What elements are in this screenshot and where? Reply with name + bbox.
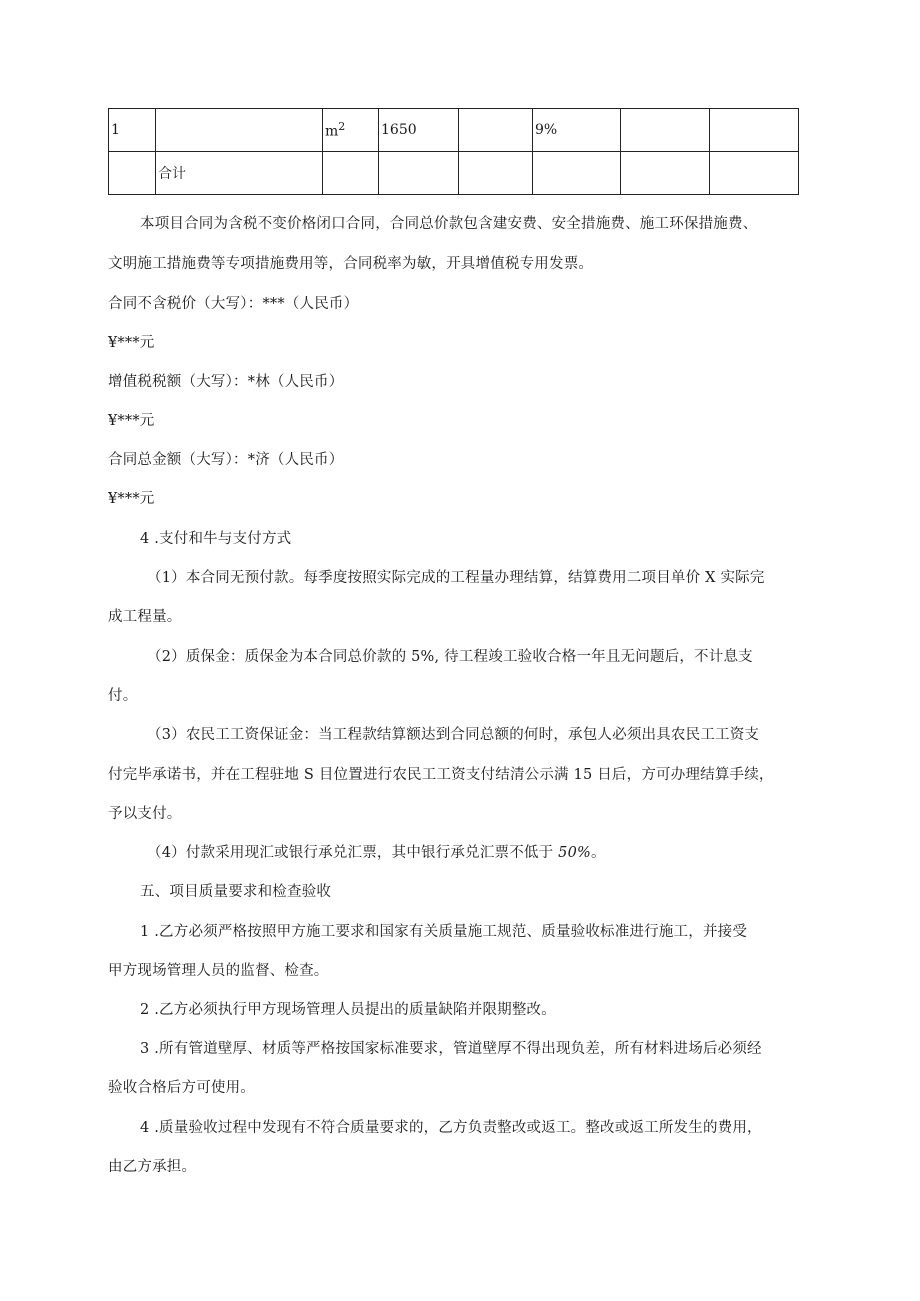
cell-empty	[459, 152, 533, 195]
price-excl-tax-number: ¥***元	[108, 335, 155, 351]
vat-amount: 增值税税额（大写）：*林（人民币）	[108, 374, 344, 390]
table-row	[109, 152, 799, 195]
cell-qty	[379, 152, 459, 195]
paragraph-line: 由乙方承担。	[108, 1159, 197, 1175]
paragraph-line: （3）农民工工资保证金：当工程款结算额达到合同总额的何时，承包人必须出具农民工工资支	[147, 727, 760, 743]
paragraph-line: 4 .质量验收过程中发现有不符合质量要求的，乙方负责整改或返工。整改或返工所发生的费用，	[140, 1120, 762, 1136]
paragraph-line: （1）本合同无预付款。每季度按照实际完成的工程量办理结算，结算费用二项目单价 X 实际完	[147, 570, 765, 586]
paragraph-line: 1 .乙方必须严格按照甲方施工要求和国家有关质量施工规范、质量验收标准进行施工，并接受	[140, 924, 748, 940]
paragraph-line: 予以支付。	[108, 806, 182, 822]
cell-no	[109, 152, 156, 195]
price-table	[108, 108, 799, 195]
cell-empty	[710, 109, 799, 152]
percentage-value: 50%	[558, 845, 591, 861]
total-amount: 合同总金额（大写）：*济（人民币）	[108, 452, 344, 468]
cell-empty	[459, 109, 533, 152]
paragraph-line: 文明施工措施费等专项措施费用等，合同税率为敏，开具增值税专用发票。	[108, 256, 594, 272]
section-heading: 4 .支付和牛与支付方式	[140, 531, 292, 547]
cell-rate	[533, 152, 621, 195]
cell-name	[156, 109, 323, 152]
cell-qty: 1650	[379, 109, 459, 152]
paragraph-line: （2）质保金：质保金为本合同总价款的 5%, 待工程竣工验收合格一年且无问题后，不计息支	[147, 649, 753, 665]
unit-base: m	[325, 123, 339, 140]
total-amount-number: ¥***元	[108, 491, 155, 507]
paragraph-line: 甲方现场管理人员的监督、检查。	[108, 963, 329, 979]
paragraph-line: 3 .所有管道壁厚、材质等严格按国家标准要求，管道壁厚不得出现负差，所有材料进场后必须经	[140, 1041, 762, 1057]
paragraph-line: 验收合格后方可使用。	[108, 1080, 255, 1096]
cell-unit	[323, 152, 379, 195]
paragraph-line: 成工程量。	[108, 609, 182, 625]
vat-amount-number: ¥***元	[108, 413, 155, 429]
cell-rate: 9%	[533, 109, 621, 152]
text-run: （4）付款采用现汇或银行承兑汇票，其中银行承兑汇票不低于	[147, 845, 559, 861]
table-row	[109, 109, 799, 152]
paragraph-line: 付。	[108, 688, 138, 704]
cell-empty	[621, 152, 710, 195]
cell-unit	[323, 109, 379, 152]
text-run: 。	[590, 845, 606, 861]
unit-sup: 2	[338, 120, 346, 134]
section-heading: 五、项目质量要求和检查验收	[140, 884, 332, 900]
cell-total-label: 合计	[156, 152, 323, 195]
paragraph-line: 本项目合同为含税不变价格闭口合同，合同总价款包含建安费、安全措施费、施工环保措施费、	[140, 216, 758, 232]
cell-empty	[621, 109, 710, 152]
cell-no: 1	[109, 109, 156, 152]
paragraph-line: 付完毕承诺书，并在工程驻地 S 目位置进行农民工工资支付结清公示满 15 日后，方可办理结算手续，	[108, 767, 774, 783]
price-excl-tax: 合同不含税价（大写）：***（人民币）	[108, 296, 359, 312]
cell-empty	[710, 152, 799, 195]
paragraph-line	[147, 841, 606, 862]
paragraph-line: 2 .乙方必须执行甲方现场管理人员提出的质量缺陷并限期整改。	[140, 1002, 556, 1018]
